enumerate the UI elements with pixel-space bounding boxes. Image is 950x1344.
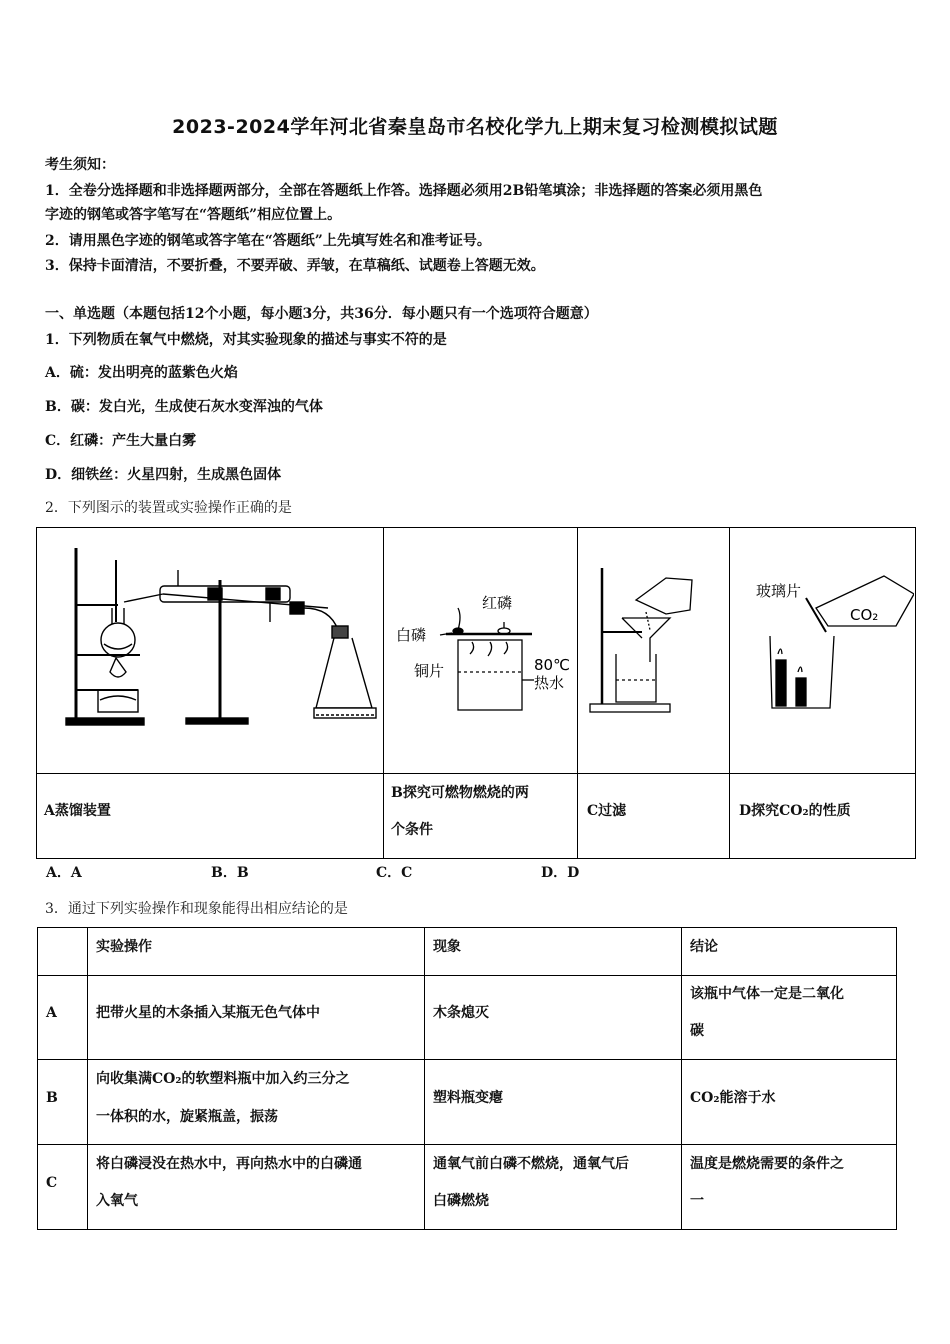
table-divider [383, 527, 384, 859]
header-operation: 实验操作 [96, 939, 152, 955]
red-phosphorus-label: 红磷 [482, 594, 513, 612]
row-conclusion: CO₂能溶于水 [690, 1090, 776, 1106]
table-divider [36, 773, 916, 774]
table-divider [424, 927, 425, 1230]
row-conclusion-cont: 一 [690, 1193, 704, 1209]
row-operation: 将白磷浸没在热水中，再向热水中的白磷通 [96, 1156, 362, 1172]
white-phosphorus-label: 白磷 [396, 626, 427, 644]
q2-option-d: D．D [541, 865, 580, 881]
row-phenomenon-cont: 白磷燃烧 [433, 1193, 489, 1209]
row-phenomenon: 通氧气前白磷不燃烧，通氧气后 [433, 1156, 629, 1172]
table-divider [577, 527, 578, 859]
section-heading: 一、单选题（本题包括12个小题，每小题3分，共36分．每小题只有一个选项符合题意） [45, 306, 598, 322]
notice-item: 2．请用黑色字迹的钢笔或答字笔在“答题纸”上先填写姓名和准考证号。 [45, 233, 491, 249]
row-operation-cont: 一体积的水，旋紧瓶盖，振荡 [96, 1109, 278, 1125]
row-operation: 向收集满CO₂的软塑料瓶中加入约三分之 [96, 1071, 350, 1087]
row-operation-cont: 入氧气 [96, 1193, 138, 1209]
table-divider [37, 1059, 897, 1060]
notice-item: 3．保持卡面清洁，不要折叠，不要弄破、弄皱，在草稿纸、试题卷上答题无效。 [45, 258, 545, 274]
co2-label: CO₂ [850, 606, 879, 624]
combustion-conditions-figure [386, 530, 576, 772]
q3-stem: 3．通过下列实验操作和现象能得出相应结论的是 [45, 901, 348, 917]
glass-plate-label: 玻璃片 [756, 582, 802, 600]
row-phenomenon: 塑料瓶变瘪 [433, 1090, 503, 1106]
table-divider [37, 1144, 897, 1145]
notice-item: 字迹的钢笔或答字笔写在“答题纸”相应位置上。 [45, 207, 342, 223]
row-conclusion: 该瓶中气体一定是二氧化 [690, 986, 844, 1002]
q2-option-c: C．C [376, 865, 413, 881]
notice-item: 1．全卷分选择题和非选择题两部分，全部在答题纸上作答。选择题必须用2B铅笔填涂；非选择题的答案必须用黑色 [45, 183, 763, 199]
copper-sheet-label: 铜片 [414, 662, 445, 680]
q1-stem: 1．下列物质在氧气中燃烧，对其实验现象的描述与事实不符的是 [45, 332, 447, 348]
table-divider [37, 975, 897, 976]
q2-option-b: B．B [211, 865, 249, 881]
row-label: C [46, 1175, 58, 1191]
row-operation: 把带火星的木条插入某瓶无色气体中 [96, 1005, 320, 1021]
caption-b-line1: B探究可燃物燃烧的两 [391, 785, 529, 801]
caption-a: A蒸馏装置 [44, 803, 111, 819]
filtration-figure [580, 530, 728, 772]
row-conclusion-cont: 碳 [690, 1023, 704, 1039]
caption-c: C过滤 [587, 803, 627, 819]
hot-water-label: 热水 [534, 674, 565, 692]
row-label: B [46, 1090, 58, 1106]
header-phenomenon: 现象 [433, 939, 461, 955]
row-conclusion: 温度是燃烧需要的条件之 [690, 1156, 844, 1172]
caption-b-line2: 个条件 [391, 822, 433, 838]
caption-d: D探究CO₂的性质 [739, 803, 851, 819]
temperature-label: 80℃ [534, 656, 570, 674]
q1-option-d: D．细铁丝：火星四射，生成黑色固体 [45, 467, 282, 483]
q2-stem: 2．下列图示的装置或实验操作正确的是 [45, 500, 292, 516]
header-conclusion: 结论 [690, 939, 718, 955]
table-divider [681, 927, 682, 1230]
distillation-apparatus-figure [38, 530, 382, 772]
q1-option-b: B．碳：发白光，生成使石灰水变浑浊的气体 [45, 399, 323, 415]
exam-title: 2023-2024学年河北省秦皇岛市名校化学九上期末复习检测模拟试题 [172, 116, 778, 138]
co2-properties-figure [732, 530, 914, 772]
row-phenomenon: 木条熄灭 [433, 1005, 489, 1021]
q2-option-a: A．A [46, 865, 82, 881]
table-divider [87, 927, 88, 1230]
notice-heading: 考生须知： [45, 157, 115, 173]
table-divider [729, 527, 730, 859]
row-label: A [46, 1005, 57, 1021]
q1-option-c: C．红磷：产生大量白雾 [45, 433, 197, 449]
q1-option-a: A．硫：发出明亮的蓝紫色火焰 [45, 365, 238, 381]
